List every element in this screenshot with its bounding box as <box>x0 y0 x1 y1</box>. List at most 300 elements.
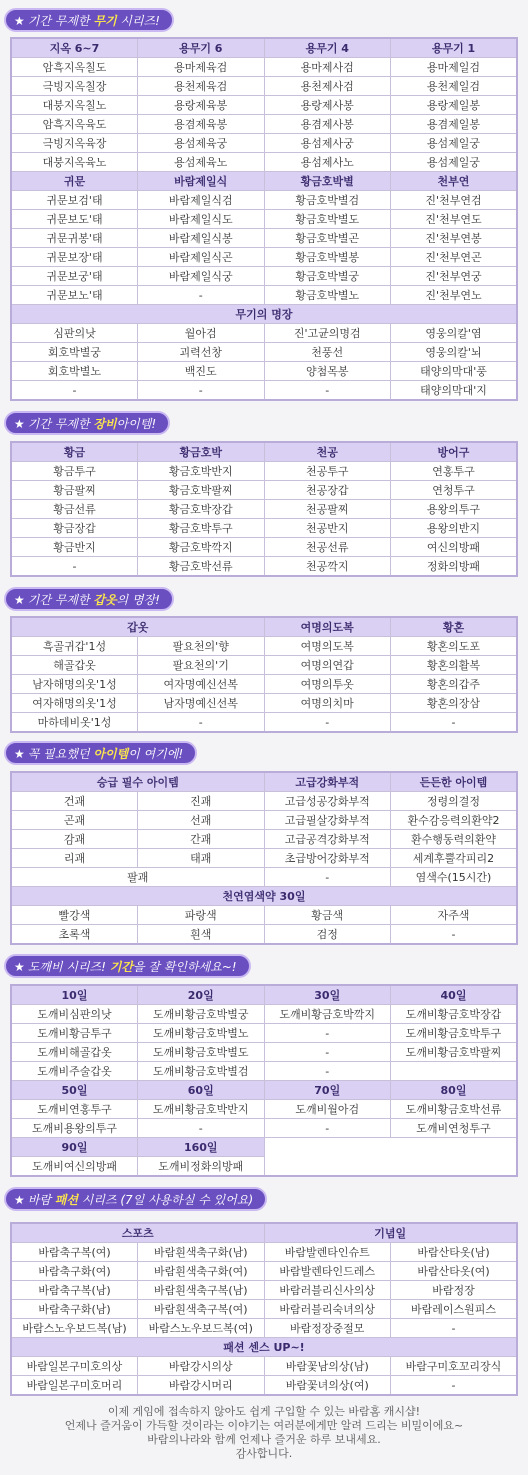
table-row <box>11 210 517 229</box>
table-cell: 용천제사검 <box>264 77 391 96</box>
table-cell: 정화의방패 <box>391 557 518 577</box>
table-row <box>11 1138 517 1157</box>
table-cell: 건괘 <box>11 792 138 811</box>
table-header-cell: 황혼 <box>391 617 518 637</box>
table-row <box>11 811 517 830</box>
table-cell: 황금호박별노 <box>264 286 391 305</box>
table-cell: 도깨비해골갑옷 <box>11 1043 138 1062</box>
weapons-table <box>10 37 518 401</box>
table-cell: 도깨비용왕의투구 <box>11 1119 138 1138</box>
table-header-row <box>11 1223 517 1243</box>
table-header-cell: 든든한 아이템 <box>391 772 518 792</box>
table-cell: 바람흰색축구화(여) <box>138 1262 265 1281</box>
goblin-table <box>10 984 518 1177</box>
table-cell: 바람스노우보드복(여) <box>138 1319 265 1338</box>
table-row <box>11 1100 517 1119</box>
table-header-cell: 40일 <box>391 985 518 1005</box>
star-icon: ★ <box>14 960 25 974</box>
table-row <box>11 1281 517 1300</box>
table-cell <box>264 1157 391 1177</box>
table-cell: 용마제사검 <box>264 58 391 77</box>
section-header-equipment: ★ 기간 무제한 장비아이템! <box>4 411 170 435</box>
table-cell: 바람꽃남의상(남) <box>264 1357 391 1376</box>
table-cell: 염색수(15시간) <box>391 868 518 887</box>
table-cell: 바람꽃녀의상(여) <box>264 1376 391 1396</box>
table-row <box>11 1262 517 1281</box>
table-cell: 용천제육검 <box>138 77 265 96</box>
table-cell <box>391 1062 518 1081</box>
table-cell: 도깨비황금호박반지 <box>138 1100 265 1119</box>
table-row <box>11 58 517 77</box>
table-header-cell: 80일 <box>391 1081 518 1100</box>
table-header-cell: 방어구 <box>391 442 518 462</box>
table-cell: 해골갑옷 <box>11 656 138 675</box>
table-cell: 여명의치마 <box>264 694 391 713</box>
table-header-cell: 갑옷 <box>11 617 264 637</box>
table-cell: 천공깍지 <box>264 557 391 577</box>
table-cell: 바람흰색축구복(여) <box>138 1300 265 1319</box>
table-cell: 바람제일식궁 <box>138 267 265 286</box>
table-cell: 도깨비연청투구 <box>391 1119 518 1138</box>
table-header-row <box>11 772 517 792</box>
table-cell: - <box>138 1119 265 1138</box>
table-header-cell: 50일 <box>11 1081 138 1100</box>
table-cell: 귀문귀봉'태 <box>11 229 138 248</box>
table-cell: 진괘 <box>138 792 265 811</box>
table-row <box>11 1157 517 1177</box>
table-cell: 초급방어강화부적 <box>264 849 391 868</box>
footer-line: 바람의나라와 함께 언제나 즐거운 하루 보내세요. <box>147 1433 381 1446</box>
table-cell: 리괘 <box>11 849 138 868</box>
table-cell: - <box>264 1024 391 1043</box>
table-cell: 황금팔찌 <box>11 481 138 500</box>
table-cell: 곤괘 <box>11 811 138 830</box>
table-row <box>11 1024 517 1043</box>
star-icon: ★ <box>14 14 25 28</box>
table-cell: 고급공격강화부적 <box>264 830 391 849</box>
table-cell: 태괘 <box>138 849 265 868</box>
table-row <box>11 229 517 248</box>
table-cell: 팔요천의'기 <box>138 656 265 675</box>
table-row <box>11 134 517 153</box>
table-cell: 진'천부연곤 <box>391 248 518 267</box>
table-header-cell: 황금 <box>11 442 138 462</box>
table-cell: 바람축구복(남) <box>11 1281 138 1300</box>
table-cell: 도깨비심판의낫 <box>11 1005 138 1024</box>
table-cell: 용랑제사봉 <box>264 96 391 115</box>
table-row <box>11 1119 517 1138</box>
table-cell: 황금호박별봉 <box>264 248 391 267</box>
table-cell: 회호박별궁 <box>11 343 138 362</box>
table-cell: - <box>264 1043 391 1062</box>
table-row <box>11 96 517 115</box>
table-cell: 바람축구복(여) <box>11 1243 138 1262</box>
table-row <box>11 115 517 134</box>
table-cell: 도깨비황금호박깍지 <box>264 1005 391 1024</box>
table-row <box>11 1005 517 1024</box>
footer-line: 언제나 즐거움이 가득할 것이라는 이야기는 여러분에게만 알려 드리는 비밀이에요~ <box>64 1419 464 1432</box>
table-cell: 황금호박깍지 <box>138 538 265 557</box>
table-cell: 도깨비연홍투구 <box>11 1100 138 1119</box>
table-cell: 남자명예신선복 <box>138 694 265 713</box>
table-cell: 용겸제육봉 <box>138 115 265 134</box>
table-cell: 도깨비황금호박별검 <box>138 1062 265 1081</box>
table-row <box>11 362 517 381</box>
table-cell: 환수감응력의환약2 <box>391 811 518 830</box>
fashion-table <box>10 1222 518 1396</box>
table-cell: 황금호박장갑 <box>138 500 265 519</box>
table-cell: 팔괘 <box>11 868 264 887</box>
table-header-cell: 70일 <box>264 1081 391 1100</box>
table-cell: 귀문보궁'태 <box>11 267 138 286</box>
table-header-cell: 90일 <box>11 1138 138 1157</box>
table-cell: 도깨비주술갑옷 <box>11 1062 138 1081</box>
table-header-cell: 스포츠 <box>11 1223 264 1243</box>
table-header-row <box>11 172 517 191</box>
table-cell: 도깨비황금호박선류 <box>391 1100 518 1119</box>
table-cell: 진'천부연검 <box>391 191 518 210</box>
table-row <box>11 1357 517 1376</box>
table-cell: 연청투구 <box>391 481 518 500</box>
table-cell: 바람일본구미호머리 <box>11 1376 138 1396</box>
table-cell: 진'천부연봉 <box>391 229 518 248</box>
table-header-row <box>11 887 517 906</box>
table-header-cell: 160일 <box>138 1138 265 1157</box>
table-cell: 파랑색 <box>138 906 265 925</box>
table-header-row <box>11 38 517 58</box>
table-cell: 황금호박별검 <box>264 191 391 210</box>
table-cell: 흑골귀갑'1성 <box>11 637 138 656</box>
table-header-row <box>11 985 517 1005</box>
table-row <box>11 656 517 675</box>
table-header-cell: 무기의 명장 <box>11 305 517 324</box>
table-cell: 바람정장중절모 <box>264 1319 391 1338</box>
table-cell: 황금호박선류 <box>138 557 265 577</box>
table-cell: 황금장갑 <box>11 519 138 538</box>
table-row <box>11 925 517 945</box>
table-cell: 바람일본구미호의상 <box>11 1357 138 1376</box>
table-header-cell: 용무기 6 <box>138 38 265 58</box>
table-cell: 자주색 <box>391 906 518 925</box>
table-header-cell: 여명의도복 <box>264 617 391 637</box>
table-row <box>11 557 517 577</box>
table-cell: 귀문보장'태 <box>11 248 138 267</box>
table-cell: 황혼의활복 <box>391 656 518 675</box>
table-cell: 황금호박별곤 <box>264 229 391 248</box>
table-cell: 바람산타옷(남) <box>391 1243 518 1262</box>
table-cell: 진'천부연도 <box>391 210 518 229</box>
table-header-cell: 기념일 <box>264 1223 517 1243</box>
table-cell: 도깨비정화의방패 <box>138 1157 265 1177</box>
table-cell: 용겸제일봉 <box>391 115 518 134</box>
table-row <box>11 538 517 557</box>
table-cell: 용랑제육봉 <box>138 96 265 115</box>
table-header-cell: 지옥 6~7 <box>11 38 138 58</box>
table-header-cell: 패션 센스 UP~! <box>11 1338 517 1357</box>
table-header-row <box>11 442 517 462</box>
table-cell: - <box>391 1376 518 1396</box>
table-cell: 태양의막대'풍 <box>391 362 518 381</box>
table-cell: 여명의도복 <box>264 637 391 656</box>
table-cell: 용마제육검 <box>138 58 265 77</box>
table-cell: 심판의낫 <box>11 324 138 343</box>
table-cell: 여신의방패 <box>391 538 518 557</box>
table-cell: 바람러블리숙녀의상 <box>264 1300 391 1319</box>
section-header-goblin: ★ 도깨비 시리즈! 기간을 잘 확인하세요~! <box>4 954 251 978</box>
table-cell: 황혼의장삼 <box>391 694 518 713</box>
table-row <box>11 191 517 210</box>
table-cell: 검정 <box>264 925 391 945</box>
footer-line: 감사합니다. <box>235 1447 293 1460</box>
table-cell: 극빙지옥칠장 <box>11 77 138 96</box>
table-header-cell: 천공 <box>264 442 391 462</box>
table-cell: 대붕지옥칠노 <box>11 96 138 115</box>
table-cell: 바람제일식도 <box>138 210 265 229</box>
footer-notice <box>0 1405 528 1461</box>
table-cell: 천공장갑 <box>264 481 391 500</box>
table-cell: 천풍선 <box>264 343 391 362</box>
table-cell: 진'고균의명검 <box>264 324 391 343</box>
table-row <box>11 1300 517 1319</box>
table-row <box>11 286 517 305</box>
table-cell: 세계후뿔각피리2 <box>391 849 518 868</box>
table-row <box>11 77 517 96</box>
table-cell <box>391 1138 518 1157</box>
table-cell: 황혼의도포 <box>391 637 518 656</box>
table-cell: - <box>264 1119 391 1138</box>
table-row <box>11 519 517 538</box>
table-row <box>11 1376 517 1396</box>
table-header-cell: 바람제일식 <box>138 172 265 191</box>
table-cell: 도깨비여신의방패 <box>11 1157 138 1177</box>
table-cell: 백진도 <box>138 362 265 381</box>
table-row <box>11 868 517 887</box>
table-cell: 바람축구화(여) <box>11 1262 138 1281</box>
table-row <box>11 481 517 500</box>
table-cell: 바람흰색축구화(남) <box>138 1243 265 1262</box>
table-cell: 천공반지 <box>264 519 391 538</box>
table-cell: 도깨비월아검 <box>264 1100 391 1119</box>
table-cell: 흰색 <box>138 925 265 945</box>
star-icon: ★ <box>14 1193 25 1207</box>
table-row <box>11 343 517 362</box>
table-cell: 도깨비황금호박별노 <box>138 1024 265 1043</box>
table-row <box>11 637 517 656</box>
table-cell: 여명의투옷 <box>264 675 391 694</box>
table-cell <box>391 1157 518 1177</box>
table-header-cell: 60일 <box>138 1081 265 1100</box>
table-cell: - <box>11 557 138 577</box>
table-cell: 바람제일식곤 <box>138 248 265 267</box>
table-cell: - <box>138 286 265 305</box>
table-cell: - <box>264 713 391 733</box>
table-cell: - <box>264 868 391 887</box>
table-cell: 바람발렌타인슈트 <box>264 1243 391 1262</box>
table-cell: 용섬제사노 <box>264 153 391 172</box>
table-header-cell: 황금호박 <box>138 442 265 462</box>
table-cell: 도깨비황금호박투구 <box>391 1024 518 1043</box>
star-icon: ★ <box>14 747 25 761</box>
equipment-table <box>10 441 518 577</box>
table-cell: - <box>138 713 265 733</box>
table-cell: - <box>391 713 518 733</box>
table-cell: 대붕지옥육노 <box>11 153 138 172</box>
table-cell: 진'천부연궁 <box>391 267 518 286</box>
table-cell: 바람강시의상 <box>138 1357 265 1376</box>
table-row <box>11 675 517 694</box>
table-row <box>11 248 517 267</box>
table-row <box>11 462 517 481</box>
table-cell: 바람흰색축구복(남) <box>138 1281 265 1300</box>
table-cell: 용섬제육노 <box>138 153 265 172</box>
star-icon: ★ <box>14 417 25 431</box>
table-cell: 도깨비황금호박팔찌 <box>391 1043 518 1062</box>
table-cell: 황혼의갑주 <box>391 675 518 694</box>
table-cell: 용섬제일궁 <box>391 134 518 153</box>
table-row <box>11 381 517 401</box>
table-row <box>11 1062 517 1081</box>
table-cell: 환수행동력의환약 <box>391 830 518 849</box>
table-cell: 황금호박별도 <box>264 210 391 229</box>
table-cell: 바람러블리신사의상 <box>264 1281 391 1300</box>
table-cell: 용섬제육궁 <box>138 134 265 153</box>
section-header-fashion: ★ 바람 패션 시리즈 (7일 사용하실 수 있어요) <box>4 1187 267 1211</box>
table-cell: 용겸제사봉 <box>264 115 391 134</box>
table-cell: 빨강색 <box>11 906 138 925</box>
table-cell: 영웅의칼'뇌 <box>391 343 518 362</box>
table-cell: 황금반지 <box>11 538 138 557</box>
table-cell: 바람축구화(남) <box>11 1300 138 1319</box>
table-header-cell: 천부연 <box>391 172 518 191</box>
table-cell: 황금선류 <box>11 500 138 519</box>
table-cell: 천공팔찌 <box>264 500 391 519</box>
table-cell: 천공투구 <box>264 462 391 481</box>
table-cell: 고급필살강화부적 <box>264 811 391 830</box>
table-header-row <box>11 1081 517 1100</box>
table-cell: 귀문보검'태 <box>11 191 138 210</box>
table-cell: 도깨비황금호박장갑 <box>391 1005 518 1024</box>
table-cell: 감괘 <box>11 830 138 849</box>
table-cell: 바람산타옷(여) <box>391 1262 518 1281</box>
table-cell: - <box>11 381 138 401</box>
table-cell: 바람정장 <box>391 1281 518 1300</box>
table-cell: 월아검 <box>138 324 265 343</box>
table-cell: 초록색 <box>11 925 138 945</box>
table-cell: 바람스노우보드복(남) <box>11 1319 138 1338</box>
table-cell: 용섬제사궁 <box>264 134 391 153</box>
table-cell: 도깨비황금투구 <box>11 1024 138 1043</box>
table-cell: - <box>264 1062 391 1081</box>
table-cell: 황금호박투구 <box>138 519 265 538</box>
table-cell: 용왕의반지 <box>391 519 518 538</box>
table-cell: 여명의연갑 <box>264 656 391 675</box>
table-row <box>11 792 517 811</box>
table-cell: 진'천부연노 <box>391 286 518 305</box>
table-cell: 바람발렌타인드레스 <box>264 1262 391 1281</box>
table-row <box>11 324 517 343</box>
table-cell: 양첨목봉 <box>264 362 391 381</box>
table-cell: - <box>391 1319 518 1338</box>
items-table <box>10 771 518 945</box>
table-cell: 귀문보노'태 <box>11 286 138 305</box>
table-header-row <box>11 1338 517 1357</box>
star-icon: ★ <box>14 593 25 607</box>
table-row <box>11 713 517 733</box>
table-cell: 암흑지옥육도 <box>11 115 138 134</box>
section-header-items: ★ 꼭 필요했던 아이템이 여기에! <box>4 741 197 765</box>
table-row <box>11 1043 517 1062</box>
table-row <box>11 153 517 172</box>
table-cell: - <box>138 381 265 401</box>
table-cell: 바람제일식봉 <box>138 229 265 248</box>
table-cell: - <box>391 925 518 945</box>
table-header-row <box>11 305 517 324</box>
table-cell: 정령의결정 <box>391 792 518 811</box>
table-cell: 황금투구 <box>11 462 138 481</box>
table-header-cell: 10일 <box>11 985 138 1005</box>
table-cell: - <box>264 381 391 401</box>
table-cell: 황금호박팔찌 <box>138 481 265 500</box>
table-cell <box>264 1138 391 1157</box>
table-cell: 천공선류 <box>264 538 391 557</box>
table-header-cell: 황금호박별 <box>264 172 391 191</box>
table-row <box>11 694 517 713</box>
table-cell: 바람제일식검 <box>138 191 265 210</box>
table-cell: 바람레이스원피스 <box>391 1300 518 1319</box>
table-cell: 용랑제일봉 <box>391 96 518 115</box>
table-row <box>11 1243 517 1262</box>
table-cell: 연홍투구 <box>391 462 518 481</box>
table-cell: 황금호박반지 <box>138 462 265 481</box>
table-cell: 마하데비옷'1성 <box>11 713 138 733</box>
footer-line: 이제 게임에 접속하지 않아도 쉽게 구입할 수 있는 바람홈 캐시샵! <box>107 1405 421 1418</box>
table-header-row <box>11 617 517 637</box>
table-cell: 영웅의칼'염 <box>391 324 518 343</box>
table-header-cell: 용무기 1 <box>391 38 518 58</box>
table-cell: 도깨비황금호박별도 <box>138 1043 265 1062</box>
table-cell: 남자해명의옷'1성 <box>11 675 138 694</box>
table-row <box>11 830 517 849</box>
table-cell: 암흑지옥칠도 <box>11 58 138 77</box>
table-cell: 여자명예신선복 <box>138 675 265 694</box>
table-cell: 바람강시머리 <box>138 1376 265 1396</box>
table-row <box>11 1319 517 1338</box>
table-cell: 괴력선창 <box>138 343 265 362</box>
table-cell: 여자해명의옷'1성 <box>11 694 138 713</box>
table-cell: 고급성공강화부적 <box>264 792 391 811</box>
table-cell: 용왕의투구 <box>391 500 518 519</box>
section-header-armor: ★ 기간 무제한 갑옷의 명장! <box>4 587 174 611</box>
table-cell: 도깨비황금호박별궁 <box>138 1005 265 1024</box>
table-header-cell: 용무기 4 <box>264 38 391 58</box>
table-cell: 황금호박별궁 <box>264 267 391 286</box>
table-cell: 용천제일검 <box>391 77 518 96</box>
table-row <box>11 500 517 519</box>
table-header-cell: 30일 <box>264 985 391 1005</box>
section-header-weapons: ★ 기간 무제한 무기 시리즈! <box>4 8 174 32</box>
table-cell: 황금색 <box>264 906 391 925</box>
table-header-cell: 20일 <box>138 985 265 1005</box>
table-header-cell: 승급 필수 아이템 <box>11 772 264 792</box>
table-cell: 선괘 <box>138 811 265 830</box>
table-cell: 극빙지옥육장 <box>11 134 138 153</box>
table-row <box>11 267 517 286</box>
armor-table <box>10 616 518 733</box>
table-cell: 회호박별노 <box>11 362 138 381</box>
table-header-cell: 천연염색약 30일 <box>11 887 517 906</box>
table-cell: 바람구미호꼬리장식 <box>391 1357 518 1376</box>
table-cell: 귀문보도'태 <box>11 210 138 229</box>
